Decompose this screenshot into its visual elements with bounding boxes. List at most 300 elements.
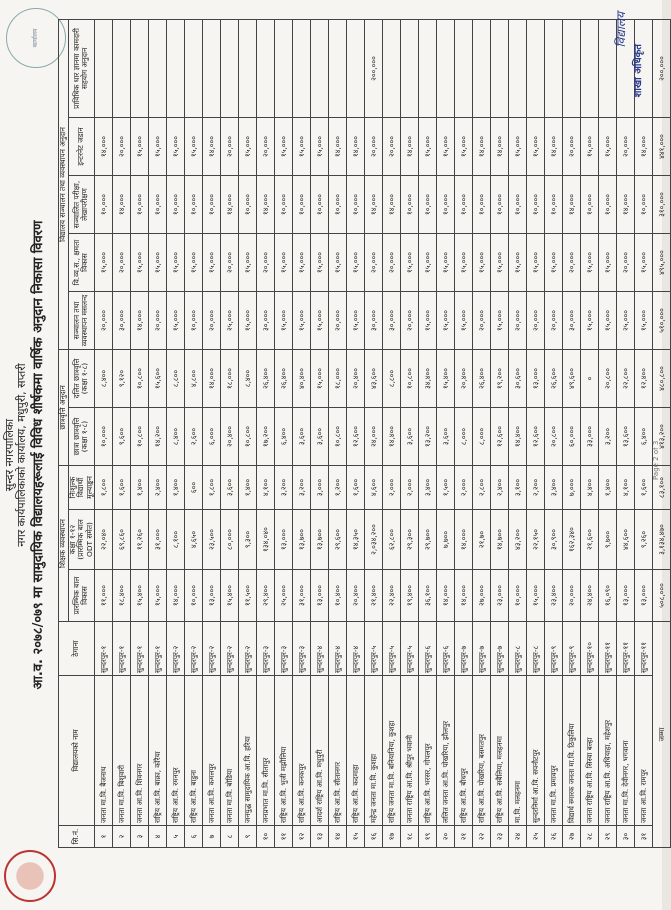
amount-cell: ४३,६०० — [365, 350, 383, 408]
amount-cell: १५,००० — [311, 234, 329, 292]
amount-cell: १५,००० — [149, 234, 167, 292]
col-header: सञ्चालित परीक्षा, लेखापरीक्षण — [68, 176, 95, 234]
col-header: दलित छात्रवृत्ति (कक्षा १-८) — [68, 350, 95, 408]
amount-cell: १,६०० — [347, 466, 365, 510]
table-row — [437, 19, 455, 847]
amount-cell: १,६०० — [113, 466, 131, 510]
school-address: सुन्दरपुर-१ — [149, 622, 167, 676]
school-address: सुन्दरपुर-५ — [401, 622, 419, 676]
amount-cell: १०,००० — [329, 176, 347, 234]
amount-cell: २०,८०० — [545, 408, 563, 466]
table-row — [131, 19, 149, 847]
table-row — [563, 19, 581, 847]
col-header: प्राविधिक धार ज्ञानमा कामदारी सहयोग अनुदान — [68, 19, 95, 117]
amount-cell — [509, 19, 527, 117]
amount-cell — [95, 19, 113, 117]
amount-cell: १५,००० — [167, 234, 185, 292]
amount-cell: १३४,०४० — [257, 510, 275, 570]
table-header — [59, 19, 95, 847]
amount-cell: १५,००० — [437, 118, 455, 176]
school-address: सुन्दरपुर-३ — [257, 622, 275, 676]
signature-title: शाखा अधिकृत — [633, 44, 644, 98]
amount-cell: १४,००० — [203, 350, 221, 408]
row-serial: ९ — [239, 826, 257, 848]
amount-cell: ३,४०० — [545, 466, 563, 510]
amount-cell: ३०,००० — [365, 292, 383, 350]
school-address: सुन्दरपुर-७ — [455, 622, 473, 676]
amount-cell: २०,००० — [563, 234, 581, 292]
amount-cell: १४,२०० — [149, 408, 167, 466]
amount-cell: १३,६०० — [617, 408, 635, 466]
school-name: जनता राष्ट्रिय आ.वि. श्रीपुर भवानी — [401, 676, 419, 826]
row-serial: १ — [95, 826, 113, 848]
school-name: जनता आ.वि. कमलपुर — [203, 676, 221, 826]
row-serial: ३० — [617, 826, 635, 848]
school-address: सुन्दरपुर-४ — [311, 622, 329, 676]
amount-cell: १४,३५० — [347, 510, 365, 570]
amount-cell: ९,२६० — [635, 510, 653, 570]
row-serial: १४ — [329, 826, 347, 848]
amount-cell: १०,००० — [545, 176, 563, 234]
amount-cell: ३,६०० — [401, 408, 419, 466]
amount-cell: १४,००० — [635, 118, 653, 176]
amount-cell: १५,००० — [545, 234, 563, 292]
row-serial: ६ — [185, 826, 203, 848]
amount-cell — [527, 19, 545, 117]
row-serial: १० — [257, 826, 275, 848]
amount-cell: १०,००० — [311, 176, 329, 234]
school-name: जनयुद्ध सामुदायिक आ.वि. हरिया — [239, 676, 257, 826]
amount-cell: १५,००० — [473, 234, 491, 292]
table-row — [149, 19, 167, 847]
amount-cell: २९,६०० — [329, 510, 347, 570]
amount-cell: २२,१५० — [527, 510, 545, 570]
table-row — [419, 19, 437, 847]
amount-cell — [149, 19, 167, 117]
table-row — [95, 19, 113, 847]
amount-cell: १५,००० — [491, 292, 509, 350]
amount-cell: २१,६०० — [581, 510, 599, 570]
row-serial: २२ — [473, 826, 491, 848]
table-row — [239, 19, 257, 847]
amount-cell — [437, 19, 455, 117]
amount-cell: १५,००० — [149, 118, 167, 176]
amount-cell: १५,४०० — [437, 350, 455, 408]
amount-cell — [203, 19, 221, 117]
amount-cell: १३,००० — [275, 510, 293, 570]
signature-name: विद्यालय — [614, 12, 628, 48]
amount-cell: १०,००० — [239, 176, 257, 234]
amount-cell: १०,००० — [347, 176, 365, 234]
amount-cell: ३,१०० — [509, 466, 527, 510]
col-address: ठेगाना — [59, 622, 95, 676]
amount-cell: १०,००० — [509, 176, 527, 234]
row-serial: २७ — [563, 826, 581, 848]
school-address: सुन्दरपुर-३ — [275, 622, 293, 676]
amount-cell: १३,२०० — [419, 408, 437, 466]
amount-cell: २०,००० — [401, 292, 419, 350]
table-row — [401, 19, 419, 847]
amount-cell: १०,००० — [419, 176, 437, 234]
amount-cell: १८,००० — [221, 350, 239, 408]
school-name: राष्ट्रिय आ.वि. सबैलिया, मलहनमा — [491, 676, 509, 826]
row-serial: १७ — [383, 826, 401, 848]
amount-cell: १,५०० — [437, 466, 455, 510]
school-address: सुन्दरपुर-९ — [545, 622, 563, 676]
amount-cell: १५,००० — [293, 118, 311, 176]
table-row — [203, 19, 221, 847]
school-name: राष्ट्रिय आ.वि. बाडुना — [185, 676, 203, 826]
col-header: वि.व्य.स., क्षमता विकास — [68, 234, 95, 292]
group-teacher: शिक्षक व्यवस्थापन — [59, 466, 69, 622]
amount-cell: १४,७०० — [491, 510, 509, 570]
amount-cell: १९,४०० — [401, 570, 419, 622]
row-serial: ५ — [167, 826, 185, 848]
total-cell: ३१०,००० — [653, 176, 671, 234]
amount-cell — [545, 19, 563, 117]
amount-cell: ८,८०० — [383, 350, 401, 408]
school-address: सुन्दरपुर-६ — [419, 622, 437, 676]
amount-cell: १०,००० — [275, 176, 293, 234]
row-serial: २४ — [509, 826, 527, 848]
amount-cell: १४,००० — [95, 118, 113, 176]
school-address: सुन्दरपुर-११ — [635, 622, 653, 676]
table-row — [599, 19, 617, 847]
amount-cell: ३०,००० — [383, 292, 401, 350]
amount-cell: १४,००० — [383, 176, 401, 234]
amount-cell: २०,००० — [257, 234, 275, 292]
grant-table — [58, 19, 671, 848]
amount-cell: १५,००० — [635, 234, 653, 292]
school-address: सुन्दरपुर-२ — [221, 622, 239, 676]
amount-cell: १५,००० — [599, 292, 617, 350]
amount-cell: १,८०० — [203, 466, 221, 510]
amount-cell: ६२,८०० — [383, 510, 401, 570]
amount-cell: २०,००० — [149, 292, 167, 350]
school-address: सुन्दरपुर-४ — [347, 622, 365, 676]
amount-cell: ३०,००० — [563, 292, 581, 350]
amount-cell: १५,००० — [401, 234, 419, 292]
row-serial: १६ — [365, 826, 383, 848]
amount-cell: २३,००० — [491, 570, 509, 622]
amount-cell: १५,००० — [95, 234, 113, 292]
amount-cell: १५,००० — [599, 118, 617, 176]
amount-cell: २०,००० — [365, 234, 383, 292]
amount-cell: २०,००० — [257, 118, 275, 176]
amount-cell: १५,००० — [437, 234, 455, 292]
amount-cell: २०,४०० — [221, 408, 239, 466]
row-serial: ४ — [149, 826, 167, 848]
school-name: राष्ट्रिय आ.वि. पोखरिया, बसमतपुर — [473, 676, 491, 826]
amount-cell: १५,००० — [509, 234, 527, 292]
amount-cell: २०,००० — [113, 118, 131, 176]
school-name: राष्ट्रिय आ.वि. भरसर, गोपलपुर — [419, 676, 437, 826]
amount-cell: ९,३०० — [239, 510, 257, 570]
amount-cell: २०,४०० — [347, 570, 365, 622]
amount-cell: १५,००० — [455, 234, 473, 292]
amount-cell — [113, 19, 131, 117]
page-number: Page 2 of 3 — [652, 440, 660, 480]
amount-cell: २०,००० — [203, 292, 221, 350]
school-name: जनता मा.वि. देवीनगर, भगवाना — [617, 676, 635, 826]
amount-cell: २६,४०० — [275, 350, 293, 408]
amount-cell: ११,५०० — [239, 570, 257, 622]
row-serial: १३ — [311, 826, 329, 848]
amount-cell: १४,००० — [473, 118, 491, 176]
amount-cell: १०,००० — [185, 176, 203, 234]
amount-cell: १३,००० — [311, 570, 329, 622]
school-address: सुन्दरपुर-११ — [617, 622, 635, 676]
table-row — [581, 19, 599, 847]
amount-cell: २९,७०० — [419, 510, 437, 570]
amount-cell: १०,८०० — [329, 408, 347, 466]
amount-cell: १७,२०० — [257, 408, 275, 466]
amount-cell: १४,००० — [437, 570, 455, 622]
table-row — [509, 19, 527, 847]
amount-cell: १४,००० — [563, 176, 581, 234]
amount-cell: १५,००० — [581, 118, 599, 176]
amount-cell: ३,६०० — [437, 408, 455, 466]
amount-cell — [257, 19, 275, 117]
school-name: जनता आ.वि. रामपुर — [635, 676, 653, 826]
amount-cell: ४०,४०० — [293, 350, 311, 408]
amount-cell: ४३,२०० — [509, 510, 527, 570]
school-name: जनता आ.वि. शिवनगर — [131, 676, 149, 826]
amount-cell: २६,६०० — [545, 350, 563, 408]
amount-cell: १०,००० — [401, 176, 419, 234]
amount-cell: १५,००० — [239, 234, 257, 292]
amount-cell: १५,००० — [275, 234, 293, 292]
row-serial: ११ — [275, 826, 293, 848]
total-cell: ८३,१०० — [653, 466, 671, 510]
row-serial: २५ — [527, 826, 545, 848]
amount-cell: १५,४०० — [131, 570, 149, 622]
amount-cell: ६,४०० — [635, 408, 653, 466]
total-row — [653, 19, 671, 847]
row-serial: ७ — [203, 826, 221, 848]
amount-cell: २०,००० — [617, 118, 635, 176]
col-school-name: विद्यालयको नाम — [59, 676, 95, 826]
amount-cell: १,२०० — [329, 466, 347, 510]
amount-cell: २२,४०० — [383, 570, 401, 622]
school-address: सुन्दरपुर-१ — [113, 622, 131, 676]
amount-cell: १३,००० — [635, 570, 653, 622]
amount-cell: १५,००० — [527, 234, 545, 292]
amount-cell: २,६०० — [185, 408, 203, 466]
amount-cell: ४,१०० — [617, 466, 635, 510]
amount-cell: २२,०४० — [95, 510, 113, 570]
school-name: राष्ट्रिय आ.वि. कदमाहा — [347, 676, 365, 826]
amount-cell: २६,४०० — [257, 350, 275, 408]
amount-cell: १५,००० — [509, 118, 527, 176]
amount-cell: १२,६०० — [491, 408, 509, 466]
amount-cell — [167, 19, 185, 117]
row-serial: २३ — [491, 826, 509, 848]
table-row — [527, 19, 545, 847]
amount-cell: ८,००० — [473, 408, 491, 466]
amount-cell: १०,००० — [185, 292, 203, 350]
amount-cell: १३,००० — [203, 570, 221, 622]
amount-cell: १५,००० — [167, 118, 185, 176]
amount-cell: १५,००० — [455, 118, 473, 176]
total-label: जम्मा — [653, 622, 671, 848]
total-cell: ४४१,००० — [653, 118, 671, 176]
amount-cell: ४,६५० — [185, 510, 203, 570]
amount-cell: १४,००० — [329, 118, 347, 176]
amount-cell: १५,००० — [329, 234, 347, 292]
amount-cell — [293, 19, 311, 117]
amount-cell — [239, 19, 257, 117]
amount-cell: १४,००० — [113, 176, 131, 234]
amount-cell: १४,४०० — [383, 408, 401, 466]
amount-cell: २४,००० — [365, 408, 383, 466]
amount-cell: १३,००० — [527, 350, 545, 408]
amount-cell: २०,००० — [329, 292, 347, 350]
table-row — [185, 19, 203, 847]
amount-cell: १५,००० — [131, 234, 149, 292]
amount-cell: २३,४०० — [545, 570, 563, 622]
amount-cell: १५,००० — [437, 292, 455, 350]
amount-cell: १५,००० — [527, 118, 545, 176]
amount-cell: २०,००० — [95, 292, 113, 350]
amount-cell: १५,००० — [275, 118, 293, 176]
table-row — [221, 19, 239, 847]
table-row — [617, 19, 635, 847]
group-scholarship: छात्रवृत्ति अनुदान — [59, 350, 69, 466]
amount-cell: १०,००० — [599, 176, 617, 234]
amount-cell — [131, 19, 149, 117]
amount-cell: ३,२०० — [599, 408, 617, 466]
amount-cell: २,४०० — [149, 466, 167, 510]
amount-cell: १८,४०० — [113, 570, 131, 622]
school-address: सुन्दरपुर-२ — [185, 622, 203, 676]
amount-cell: २०,००० — [563, 570, 581, 622]
amount-cell: २००,००० — [365, 19, 383, 117]
amount-cell: १०,००० — [131, 176, 149, 234]
amount-cell — [581, 19, 599, 117]
office-name: नगर कार्यपालिकाको कार्यालय, मधुपुरी, सप्तरी — [15, 363, 28, 547]
amount-cell: ८,१०० — [167, 510, 185, 570]
amount-cell: १०,००० — [95, 408, 113, 466]
school-address: सुन्दरपुर-२ — [239, 622, 257, 676]
amount-cell: १०,००० — [437, 176, 455, 234]
amount-cell: ८,४०० — [95, 350, 113, 408]
amount-cell — [275, 19, 293, 117]
col-header: इन्टरनेट जडान — [68, 118, 95, 176]
school-name: राष्ट्रिय आ.वि. कनकपुर — [293, 676, 311, 826]
amount-cell: १५,००० — [419, 118, 437, 176]
row-serial: २० — [437, 826, 455, 848]
amount-cell: १०,००० — [167, 176, 185, 234]
amount-cell: २,४०० — [491, 466, 509, 510]
amount-cell: २७,००० — [473, 570, 491, 622]
amount-cell: ६९,८६० — [113, 510, 131, 570]
amount-cell: ६,४०० — [275, 408, 293, 466]
amount-cell: १३,७०० — [293, 510, 311, 570]
amount-cell: ० — [581, 350, 599, 408]
amount-cell: ३०,९०० — [545, 510, 563, 570]
amount-cell: ४,१०० — [257, 466, 275, 510]
amount-cell: १,६०० — [635, 466, 653, 510]
amount-cell: २९,३०० — [401, 510, 419, 570]
amount-cell: १५,००० — [527, 570, 545, 622]
amount-cell — [491, 19, 509, 117]
amount-cell: १०,८०० — [131, 350, 149, 408]
col-header: निःशुल्क विद्यार्थी मूल्याङ्कन — [68, 466, 95, 510]
col-header: प्रारम्भिक बाल विकास — [68, 570, 95, 622]
amount-cell: २०,००० — [563, 118, 581, 176]
amount-cell: ३४,४०० — [419, 350, 437, 408]
amount-cell: ३१,००० — [293, 570, 311, 622]
col-header: कक्षा १-१२ (प्रारम्भिक बाल ODT समेत) — [68, 510, 95, 570]
amount-cell — [347, 19, 365, 117]
amount-cell: १४,००० — [347, 118, 365, 176]
school-address: सुन्दरपुर-२ — [167, 622, 185, 676]
amount-cell: २,०३४,२०० — [365, 510, 383, 570]
amount-cell: १५,००० — [131, 118, 149, 176]
school-name: आदर्श राष्ट्रिय आ.वि. मधुपुरी — [311, 676, 329, 826]
amount-cell: १५,००० — [185, 234, 203, 292]
amount-cell: १०,००० — [581, 176, 599, 234]
amount-cell — [563, 19, 581, 117]
amount-cell: १५,६०० — [149, 350, 167, 408]
amount-cell — [221, 19, 239, 117]
amount-cell: १०,००० — [149, 176, 167, 234]
amount-cell: ४९,६०० — [563, 350, 581, 408]
amount-cell: ६०,००० — [563, 408, 581, 466]
amount-cell: ३०,६०० — [509, 350, 527, 408]
amount-cell: १५,००० — [311, 350, 329, 408]
total-cell: २००,००० — [653, 19, 671, 117]
amount-cell: ४,६०० — [365, 466, 383, 510]
amount-cell: ३,००० — [311, 466, 329, 510]
row-serial: १९ — [419, 826, 437, 848]
amount-cell: १४,००० — [401, 118, 419, 176]
amount-cell: १५,००० — [293, 292, 311, 350]
amount-cell: ३,६०० — [221, 466, 239, 510]
amount-cell: १४,४०० — [509, 408, 527, 466]
table-row — [383, 19, 401, 847]
amount-cell: ३,४०० — [419, 466, 437, 510]
table-row — [293, 19, 311, 847]
amount-cell: ८,४०० — [167, 408, 185, 466]
total-cell: ५०८,००० — [653, 570, 671, 622]
amount-cell: १४,००० — [167, 570, 185, 622]
amount-cell: १०,८०० — [239, 408, 257, 466]
school-name: राष्ट्रिय आ.वि. बाक्रा, कोरैया — [149, 676, 167, 826]
school-address: सुन्दरपुर-७ — [491, 622, 509, 676]
amount-cell: १०,००० — [455, 176, 473, 234]
amount-cell: १५,००० — [203, 234, 221, 292]
row-serial: २१ — [455, 826, 473, 848]
total-cell: ५१०,००० — [653, 292, 671, 350]
school-name: राष्ट्रिय आ.वि. रमनपुर — [167, 676, 185, 826]
amount-cell: १६,०९० — [599, 570, 617, 622]
amount-cell: २,००० — [401, 466, 419, 510]
amount-cell: ३०,००० — [113, 292, 131, 350]
school-name: विद्यार्थ स्मारक जनता मा.वि. ठिकुलिया — [563, 676, 581, 826]
school-name: जनता मा.वि. प्रमावपुर — [545, 676, 563, 826]
amount-cell: १५,००० — [311, 118, 329, 176]
amount-cell: १५,००० — [581, 234, 599, 292]
school-address: सुन्दरपुर-१ — [95, 622, 113, 676]
amount-cell: ९,७०० — [599, 510, 617, 570]
amount-cell: २४,४०० — [581, 570, 599, 622]
amount-cell: १५,००० — [599, 234, 617, 292]
amount-cell: १५,००० — [149, 570, 167, 622]
row-serial: २ — [113, 826, 131, 848]
amount-cell: १५,००० — [491, 234, 509, 292]
